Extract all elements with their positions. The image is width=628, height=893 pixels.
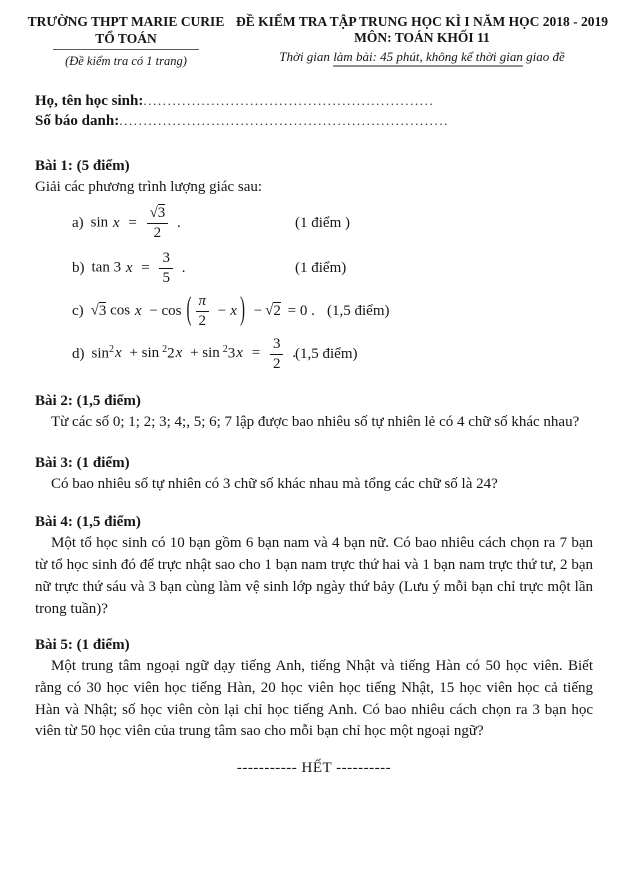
problem-5-title: Bài 5: (1 điểm)	[35, 637, 130, 654]
fraction: $\frac{√3}{2}$	[147, 205, 169, 242]
end-of-exam-marker: ----------- HẾT ----------	[236, 760, 392, 777]
exam-page-note: (Đề kiểm tra có 1 trang)	[65, 54, 187, 68]
student-name-dotted-line: ............................................................	[143, 93, 435, 108]
sqrt-radical-icon: √	[265, 302, 274, 319]
student-name-label: Họ, tên học sinh:	[35, 93, 144, 109]
student-id-label: Số báo danh:	[35, 113, 120, 129]
student-id-line	[35, 111, 628, 131]
fraction: $\frac{\pi}{2}$	[196, 293, 210, 330]
duration-underlined: làm bài: 45 phút, không kể thời gian	[333, 49, 523, 67]
student-id-dotted-line: ....................................................................	[119, 113, 450, 128]
equation-c-label: c)	[72, 303, 84, 319]
equation-b-label: b)	[72, 260, 85, 276]
problem-1-equations	[72, 201, 593, 376]
header-left-block	[20, 13, 232, 70]
equation-row-a	[72, 201, 593, 246]
equation-row-b	[72, 246, 593, 291]
school-name: TRƯỜNG THPT MARIE CURIE	[27, 14, 225, 29]
equation-c: √3 cos x − cos ( $\frac{\pi}{2}$ − x ) − √2 = 0 .	[90, 293, 315, 329]
problem-4-title: Bài 4: (1,5 điểm)	[35, 514, 141, 531]
left-parenthesis: (	[186, 293, 192, 328]
exam-title: ĐỀ KIỂM TRA TẬP TRUNG HỌC KÌ I NĂM HỌC 2018 - 2019	[235, 14, 609, 29]
right-parenthesis: )	[239, 293, 245, 328]
equation-row-d	[72, 332, 593, 376]
problem-5-body: Một trung tâm ngoại ngữ dạy tiếng Anh, tiếng Nhật và tiếng Hàn có 50 học viên. Biết rằng có 30 học viên học tiếng Hàn, 20 học viên học tiếng Nhật, 15 học viên học cả tiếng Hàn và Nhật; số học viên còn lại chỉ học tiếng Anh. Có bao nhiêu cách chọn ra 3 bạn học viên từ 50 học viên của trung tâm sao cho mỗi bạn chỉ học một ngoại ngữ?	[35, 658, 593, 740]
exam-subject: MÔN: TOÁN KHỐI 11	[354, 30, 490, 45]
student-name-line	[35, 91, 628, 111]
equation-d: $\sin^2x + \sin ^22x + \sin ^23x$ = $\frac{3}{2}$ .	[91, 335, 296, 372]
equation-d-label: d)	[72, 345, 85, 362]
duration-prefix: Thời gian	[279, 49, 334, 64]
fraction: $\frac{3}{2}$	[270, 336, 284, 373]
department-name: TỔ TOÁN	[53, 31, 198, 50]
exam-body	[35, 156, 593, 777]
problem-2-body: Từ các số 0; 1; 2; 3; 4;, 5; 6; 7 lập được bao nhiêu số tự nhiên lẻ có 4 chữ số khác nhau?	[51, 414, 580, 430]
student-info-block	[35, 91, 628, 131]
sqrt-radical-icon: √	[149, 205, 158, 222]
document-header	[0, 0, 628, 70]
equation-c-points: (1,5 điểm)	[327, 303, 390, 319]
problem-1-title: Bài 1: (5 điểm)	[35, 158, 130, 174]
fraction: $\frac{3}{5}$	[159, 250, 173, 287]
equation-b-points: (1 điểm)	[295, 260, 347, 276]
header-right-block	[232, 13, 612, 70]
equation-a-points: (1 điểm )	[295, 215, 350, 231]
equation-a: sin x = $\frac{√3}{2}$ .	[90, 205, 181, 241]
problem-3-title: Bài 3: (1 điểm)	[35, 454, 130, 471]
equation-row-c	[72, 291, 593, 332]
problem-4-body: Một tổ học sinh có 10 bạn gồm 6 bạn nam và 4 bạn nữ. Có bao nhiêu cách chọn ra 7 bạn từ tổ học sinh đó để trực nhật sao cho 1 bạn nam trực thứ hai và 1 bạn nam trực thứ tư, 2 bạn nữ trực thứ sáu và 3 bạn cùng làm vệ sinh lớp ngày thứ bảy (Lưu ý mỗi bạn chỉ trực một lần trong tuần)?	[35, 535, 593, 617]
problem-3-body: Có bao nhiêu số tự nhiên có 3 chữ số khác nhau mà tổng các chữ số là 24?	[51, 475, 498, 492]
equation-d-points: (1,5 điểm)	[295, 345, 358, 362]
duration-suffix: giao đề	[522, 49, 565, 64]
sqrt-radical-icon: √	[90, 302, 99, 319]
exam-duration	[232, 47, 612, 66]
department-name-wrap	[20, 30, 232, 50]
problem-1-intro: Giải các phương trình lượng giác sau:	[35, 179, 263, 195]
equation-a-label: a)	[72, 215, 84, 231]
equation-b: tan 3 x = $\frac{3}{5}$ .	[91, 250, 186, 286]
problem-2-title: Bài 2: (1,5 điểm)	[35, 393, 141, 409]
